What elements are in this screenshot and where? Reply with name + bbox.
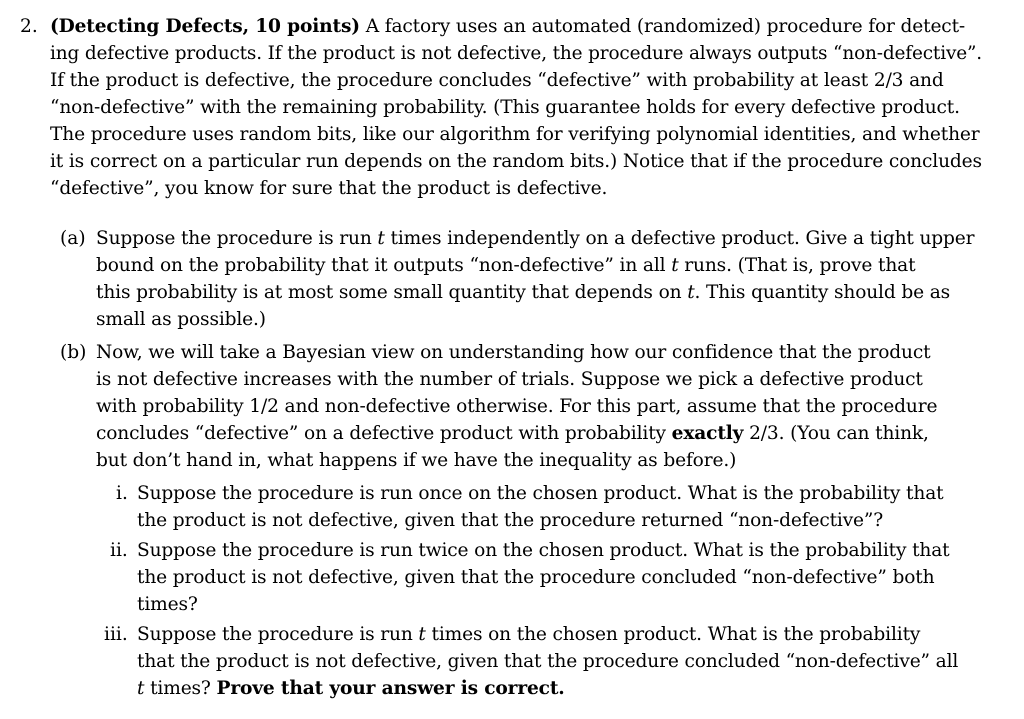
part-a-line-2: bound on the probability that it outputs “non-defective” in all t runs. (That is, prove that: [96, 255, 916, 276]
intro-line-5: The procedure uses random bits, like our algorithm for verifying polynomial identities, and whether: [50, 124, 980, 145]
problem-title: (Detecting Defects, 10 points): [50, 16, 360, 37]
intro-line-3: If the product is defective, the procedure concludes “defective” with probability at least 2/3 and: [50, 70, 944, 91]
emphasis-prove: Prove that your answer is correct.: [216, 678, 565, 699]
sub-ii-line-3: times?: [137, 594, 198, 615]
part-b-line-1: Now, we will take a Bayesian view on understanding how our confidence that the product: [96, 342, 931, 363]
var-t: t: [137, 678, 145, 699]
intro-line-2: ing defective products. If the product is not defective, the procedure always outputs “non-defective”.: [50, 43, 983, 64]
emphasis-exactly: exactly: [671, 423, 744, 444]
part-b-line-2: is not defective increases with the number of trials. Suppose we pick a defective product: [96, 369, 923, 390]
sub-iii-line-2: that the product is not defective, given that the procedure concluded “non-defective” all: [137, 651, 959, 672]
sub-iii-label: iii.: [104, 624, 128, 645]
part-a-line-4: small as possible.): [96, 309, 266, 330]
sub-ii-label: ii.: [110, 540, 128, 561]
sub-ii-line-1: Suppose the procedure is run twice on the chosen product. What is the probability that: [137, 540, 950, 561]
problem-number: 2.: [20, 16, 38, 37]
intro-line-1: (Detecting Defects, 10 points) A factory uses an automated (randomized) procedure for detect-: [50, 16, 966, 37]
var-t: t: [671, 255, 679, 276]
sub-iii-line-3: t times? Prove that your answer is correct.: [137, 678, 565, 699]
part-b-line-3: with probability 1/2 and non-defective otherwise. For this part, assume that the procedure: [96, 396, 938, 417]
intro-line-4: “non-defective” with the remaining probability. (This guarantee holds for every defective product.: [50, 97, 960, 118]
var-t: t: [687, 282, 695, 303]
sub-i-line-2: the product is not defective, given that the procedure returned “non-defective”?: [137, 510, 884, 531]
var-t: t: [418, 624, 426, 645]
part-a-line-1: Suppose the procedure is run t times independently on a defective product. Give a tight upper: [96, 228, 975, 249]
sub-i-line-1: Suppose the procedure is run once on the chosen product. What is the probability that: [137, 483, 944, 504]
sub-ii-line-2: the product is not defective, given that the procedure concluded “non-defective” both: [137, 567, 935, 588]
sub-i-label: i.: [116, 483, 128, 504]
var-t: t: [377, 228, 385, 249]
part-b-line-4: concludes “defective” on a defective product with probability exactly 2/3. (You can think,: [96, 423, 929, 444]
part-a-line-3: this probability is at most some small quantity that depends on t. This quantity should be as: [96, 282, 951, 303]
intro-line-6: it is correct on a particular run depends on the random bits.) Notice that if the procedure concludes: [50, 151, 982, 172]
intro-line-7: “defective”, you know for sure that the product is defective.: [50, 178, 608, 199]
part-b-line-5: but don’t hand in, what happens if we have the inequality as before.): [96, 450, 737, 471]
sub-iii-line-1: Suppose the procedure is run t times on the chosen product. What is the probability: [137, 624, 921, 645]
part-a-label: (a): [60, 228, 86, 249]
part-b-label: (b): [60, 342, 87, 363]
